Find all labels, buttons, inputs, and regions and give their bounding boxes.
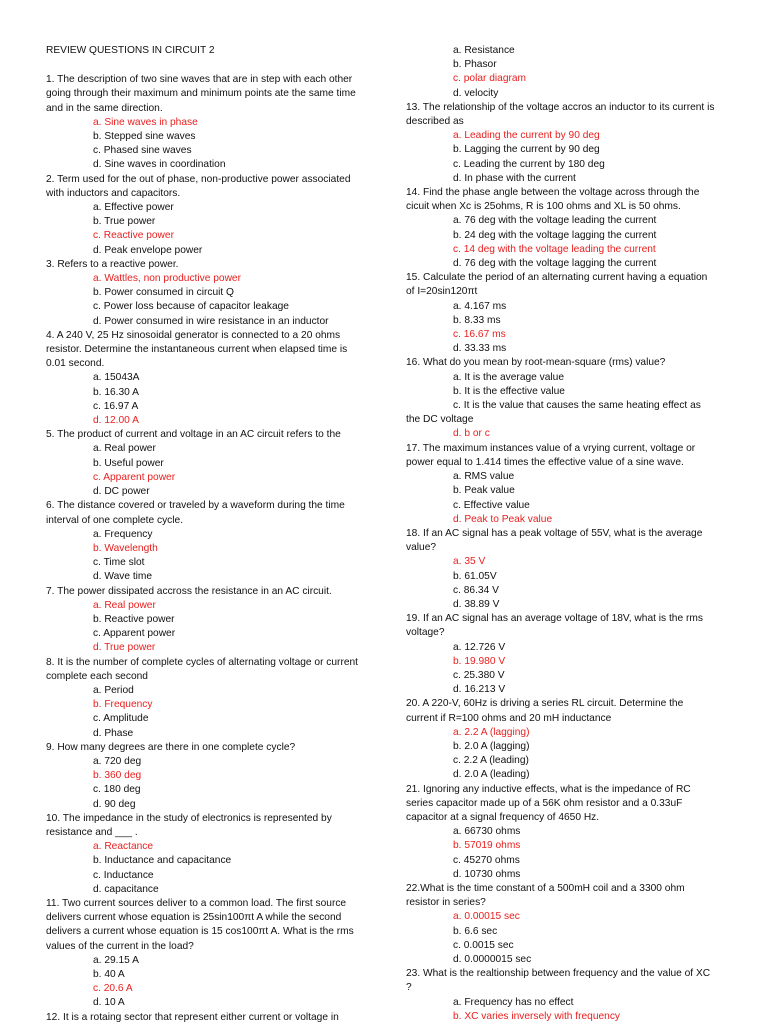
answer-option: b. 2.0 A (lagging): [453, 740, 530, 752]
question-block: [406, 967, 716, 1024]
answer-option: d. 10730 ohms: [453, 868, 521, 880]
answer-option: d. Sine waves in coordination: [93, 159, 226, 171]
answer-option: d. 16.213 V: [453, 684, 506, 696]
question-text: the DC voltage: [406, 414, 474, 426]
answer-options: [406, 129, 716, 186]
answer-option: b. 61.05V: [453, 570, 497, 582]
question-text: 4. A 240 V, 25 Hz sinosoidal generator is connected to a 20 ohms resistor. Determine the instantaneous current when elapsed time is 0.01 second.: [46, 329, 348, 370]
answer-option-correct: c. 16.67 ms: [453, 329, 506, 341]
answer-option-correct: b. 360 deg: [93, 770, 142, 782]
answer-option: a. 15043A: [93, 372, 140, 384]
question-text: 8. It is the number of complete cycles of alternating voltage or current complete each second: [46, 656, 359, 682]
answer-option: c. Apparent power: [93, 628, 176, 640]
answer-option: a. 4.167 ms: [453, 300, 507, 312]
question-text: 18. If an AC signal has a peak voltage of 55V, what is the average value?: [406, 527, 703, 554]
answer-option: c. 0.0015 sec: [453, 939, 514, 951]
answer-option-correct: d. 12.00 A: [93, 415, 139, 427]
answer-option-correct: b. XC varies inversely with frequency: [453, 1010, 621, 1022]
answer-options: [406, 825, 716, 882]
answer-option-correct: a. Wattles, non productive power: [93, 273, 241, 285]
question-block: [406, 356, 716, 413]
answer-option: c. Amplitude: [93, 713, 149, 725]
answer-option-correct: d. b or c: [453, 428, 490, 440]
question-block: [46, 173, 361, 258]
answer-option: c. 2.2 A (leading): [453, 755, 529, 767]
answer-option-correct: a. Leading the current by 90 deg: [453, 130, 600, 142]
answer-options: [406, 470, 716, 527]
answer-options: [46, 272, 361, 329]
answer-option: c. Phased sine waves: [93, 145, 192, 157]
answer-option: d. velocity: [453, 87, 499, 99]
answer-option-correct: c. polar diagram: [453, 73, 527, 85]
answer-options: [406, 726, 716, 783]
question-text: 19. If an AC signal has an average voltage of 18V, what is the rms voltage?: [406, 613, 703, 639]
answer-option: a. Real power: [93, 443, 156, 455]
question-block: [406, 271, 716, 356]
question-block: [46, 812, 361, 897]
answer-option: d. Peak envelope power: [93, 244, 203, 256]
answer-option: d. 2.0 A (leading): [453, 769, 530, 781]
answer-option: d. 76 deg with the voltage lagging the current: [453, 258, 657, 270]
answer-options: [46, 599, 361, 656]
question-text: 5. The product of current and voltage in an AC circuit refers to the: [46, 429, 341, 441]
question-text: 7. The power dissipated accross the resistance in an AC circuit.: [46, 585, 332, 597]
answer-option: d. Power consumed in wire resistance in an inductor: [93, 315, 329, 327]
answer-option: b. True power: [93, 216, 156, 228]
answer-option: c. 45270 ohms: [453, 854, 520, 866]
answer-option-correct: c. 14 deg with the voltage leading the current: [453, 243, 656, 255]
question-block: [406, 882, 716, 967]
question-block: [406, 612, 716, 697]
document-title: REVIEW QUESTIONS IN CIRCUIT 2: [46, 45, 215, 56]
question-text: 15. Calculate the period of an alternating current having a equation of I=20sin120πt: [406, 272, 708, 298]
answer-options: [46, 442, 361, 499]
question-text: 9. How many degrees are there in one complete cycle?: [46, 741, 296, 753]
answer-option: a. It is the average value: [453, 371, 564, 383]
answer-option: b. Stepped sine waves: [93, 131, 196, 143]
question-block: [406, 413, 716, 441]
question-block: [406, 442, 716, 527]
answer-option: b. 8.33 ms: [453, 314, 501, 326]
answer-option: a. 76 deg with the voltage leading the current: [453, 215, 657, 227]
answer-option: a. 29.15 A: [93, 954, 139, 966]
question-block: [406, 44, 716, 101]
answer-option: d. In phase with the current: [453, 172, 576, 184]
answer-option: b. Reactive power: [93, 613, 175, 625]
question-block: [46, 428, 361, 499]
question-text: 21. Ignoring any inductive effects, what is the impedance of RC series capacitor made up of a 56K ohm resistor and a 0.33uF capacitor at a signal frequency of 4650 Hz.: [406, 783, 691, 823]
question-block: [46, 741, 361, 812]
answer-option: d. 38.89 V: [453, 598, 500, 610]
question-block: [46, 258, 361, 329]
question-text: 13. The relationship of the voltage accros an inductor to its current is described as: [406, 101, 715, 128]
answer-options: [406, 555, 716, 612]
answer-option-correct: a. 35 V: [453, 556, 486, 568]
answer-option: c. Effective value: [453, 499, 530, 511]
answer-option: a. 66730 ohms: [453, 826, 521, 838]
answer-option: c. 16.97 A: [93, 400, 139, 412]
answer-options: [46, 371, 361, 428]
answer-option-correct: d. True power: [93, 642, 156, 654]
answer-option: d. DC power: [93, 486, 150, 498]
question-text: 23. What is the realtionship between frequency and the value of XC ?: [406, 968, 711, 994]
answer-option: d. 33.33 ms: [453, 343, 507, 355]
answer-option: b. It is the effective value: [453, 385, 565, 397]
answer-option: d. Wave time: [93, 571, 153, 583]
answer-options: [406, 214, 716, 271]
answer-option: d. 10 A: [93, 997, 125, 1009]
answer-options: [46, 840, 361, 897]
answer-option-correct: b. 57019 ohms: [453, 840, 521, 852]
question-block: [46, 656, 361, 741]
answer-options: [406, 427, 716, 441]
answer-options: [406, 300, 716, 357]
answer-option: d. 90 deg: [93, 798, 136, 810]
answer-option: c. Power loss because of capacitor leakage: [93, 301, 289, 313]
answer-option: b. 40 A: [93, 969, 125, 980]
question-block: [46, 499, 361, 584]
question-text: 17. The maximum instances value of a vrying current, voltage or power equal to 1.414 times the effective value of a sine wave.: [406, 442, 696, 468]
answer-option: b. 6.6 sec: [453, 925, 498, 937]
question-block: [46, 329, 361, 428]
answer-options: [46, 201, 361, 258]
answer-option-correct: c. 20.6 A: [93, 983, 133, 995]
question-block: [46, 1011, 361, 1025]
answer-option: d. 0.0000015 sec: [453, 954, 532, 965]
answer-option-correct: c. Apparent power: [93, 471, 176, 483]
answer-options: [46, 116, 361, 173]
answer-options: [46, 954, 361, 1011]
answer-option-correct: b. 19.980 V: [453, 655, 506, 667]
answer-option: b. 24 deg with the voltage lagging the current: [453, 229, 657, 241]
question-text: 10. The impedance in the study of electronics is represented by resistance and ___ .: [46, 812, 332, 838]
answer-option: a. Period: [93, 684, 134, 696]
answer-option: a. 720 deg: [93, 755, 142, 767]
answer-option-correct: a. Real power: [93, 599, 156, 611]
answer-options: [406, 641, 716, 698]
answer-option: c. 180 deg: [93, 784, 141, 796]
question-text: 14. Find the phase angle between the voltage across through the cicuit when Xc is 25ohms, R is 100 ohms and XL is 50 ohms.: [406, 187, 700, 213]
answer-option: d. Phase: [93, 727, 134, 739]
answer-option: b. Phasor: [453, 59, 497, 71]
question-text: 3. Refers to a reactive power.: [46, 258, 179, 270]
question-block: [406, 186, 716, 271]
answer-option: b. Inductance and capacitance: [93, 855, 232, 867]
answer-option: b. Lagging the current by 90 deg: [453, 144, 600, 156]
question-text: 1. The description of two sine waves that are in step with each other going through their maximum and minimum points ate the same time and in the same direction.: [46, 74, 356, 114]
answer-option-correct: a. Sine waves in phase: [93, 116, 198, 128]
question-block: [406, 697, 716, 782]
question-block: [46, 585, 361, 656]
answer-option: b. 16.30 A: [93, 386, 139, 398]
answer-option: a. Frequency: [93, 528, 153, 540]
question-block: [46, 897, 361, 1011]
question-text: 22.What is the time constant of a 500mH coil and a 3300 ohm resistor in series?: [406, 882, 685, 909]
question-text: 12. It is a rotaing sector that represent either current or voltage in: [46, 1011, 339, 1023]
answer-option: a. Effective power: [93, 202, 174, 214]
answer-option: c. Inductance: [93, 869, 154, 881]
question-text: 20. A 220-V, 60Hz is driving a series RL circuit. Determine the current if R=100 ohms and 20 mH inductance: [406, 698, 684, 724]
question-block: [406, 527, 716, 612]
answer-option: c. It is the value that causes the same heating effect as: [453, 400, 701, 412]
answer-option: c. Leading the current by 180 deg: [453, 158, 605, 170]
answer-option: a. Resistance: [453, 45, 515, 56]
answer-option-correct: a. 0.00015 sec: [453, 911, 520, 923]
question-block: [46, 73, 361, 172]
answer-options: [406, 996, 716, 1024]
answer-option: d. capacitance: [93, 883, 159, 895]
answer-option-correct: a. Reactance: [93, 841, 154, 853]
answer-option: a. 12.726 V: [453, 641, 506, 653]
question-text: 16. What do you mean by root-mean-square (rms) value?: [406, 357, 666, 369]
question-block: [406, 783, 716, 882]
answer-option: c. 25.380 V: [453, 669, 505, 681]
question-text: 6. The distance covered or traveled by a waveform during the time interval of one complete cycle.: [46, 500, 345, 526]
answer-option-correct: c. Reactive power: [93, 230, 174, 242]
answer-options: [406, 44, 716, 101]
answer-options: [406, 910, 716, 967]
answer-option-correct: a. 2.2 A (lagging): [453, 726, 530, 738]
question-text: 2. Term used for the out of phase, non-productive power associated with inductors and capacitors.: [46, 173, 351, 199]
answer-option: a. Frequency has no effect: [453, 996, 574, 1008]
answer-options: [46, 755, 361, 812]
answer-option-correct: b. Frequency: [93, 699, 153, 711]
answer-options: [46, 684, 361, 741]
right-column: [406, 44, 716, 1024]
answer-option-correct: d. Peak to Peak value: [453, 513, 553, 525]
answer-options: [406, 371, 716, 414]
answer-options: [46, 528, 361, 585]
answer-option: b. Power consumed in circuit Q: [93, 287, 234, 299]
question-block: [406, 101, 716, 186]
left-column: [46, 44, 361, 1025]
answer-option: c. 86.34 V: [453, 584, 499, 596]
answer-option: c. Time slot: [93, 557, 145, 569]
answer-option: a. RMS value: [453, 471, 515, 483]
answer-option: b. Peak value: [453, 485, 515, 497]
answer-option-correct: b. Wavelength: [93, 542, 158, 554]
question-text: 11. Two current sources deliver to a common load. The first source delivers current whose equation is 25sin100πt A while the second delivers a current whose equation is 15 cos100πt A. What is the rms values of the current in the load?: [46, 897, 354, 952]
answer-option: b. Useful power: [93, 457, 164, 469]
